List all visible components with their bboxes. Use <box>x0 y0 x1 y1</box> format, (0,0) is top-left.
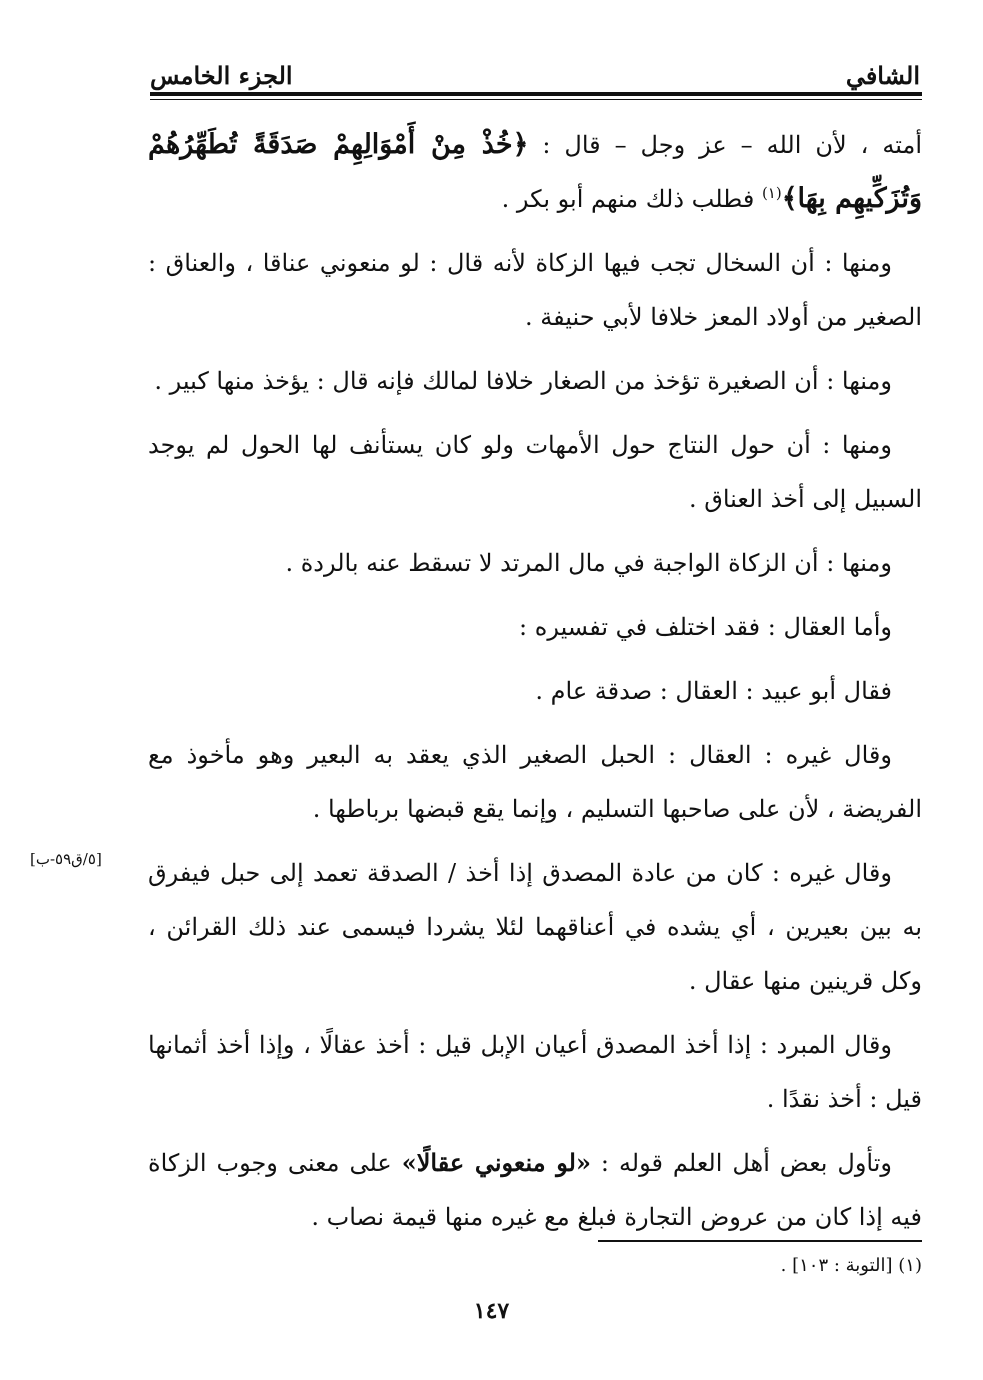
paragraph: وقال غيره : العقال : الحبل الصغير الذي يعقد به البعير وهو مأخوذ مع الفريضة ، لأن على صاحبها التسليم ، وإنما يقع قبضها برباطها . <box>148 741 922 823</box>
paragraph <box>148 1136 922 1244</box>
paragraph: وقال غيره : كان من عادة المصدق إذا أخذ / الصدقة تعمد إلى حبل فيفرق به بين بعيرين ، أي يشده في أعناقهما لئلا يشردا فيسمى عند ذلك القرائن ، وكل قرينين منها عقال . <box>148 859 922 995</box>
book-title: الشافي <box>845 61 920 90</box>
hadith-quote: «لو منعوني عقالًا» <box>401 1148 591 1177</box>
footnote-rule <box>598 1240 922 1242</box>
page-number: ١٤٧ <box>473 1298 510 1324</box>
quran-verse: ﴿خُذْ مِنْ أَمْوَالِهِمْ صَدَقَةً تُطَهِّرُهُمْ وَتُزَكِّيهِم بِهَا﴾ <box>148 129 922 214</box>
paragraph: ومنها : أن الزكاة الواجبة في مال المرتد لا تسقط عنه بالردة . <box>285 549 892 577</box>
running-header <box>150 50 920 90</box>
header-rule-thick <box>150 92 922 96</box>
paragraph-text: أمته ، لأن الله – عز وجل – قال : <box>528 131 922 159</box>
manuscript-folio-note: [٥/ق٥٩-ب] <box>30 850 102 868</box>
paragraph <box>148 118 922 226</box>
volume-label: الجزء الخامس <box>150 61 293 90</box>
paragraph-text: على معنى وجوب الزكاة فيه إذا كان من عروض التجارة فبلغ مع غيره منها قيمة نصاب . <box>148 1149 922 1231</box>
paragraph: وقال المبرد : إذا أخذ المصدق أعيان الإبل قيل : أخذ عقالًا ، وإذا أخذ أثمانها قيل : أخذ نقدًا . <box>148 1031 922 1113</box>
paragraph-text: فطلب ذلك منهم أبو بكر . <box>501 185 762 213</box>
paragraph: فقال أبو عبيد : العقال : صدقة عام . <box>535 677 892 705</box>
header-rule-thin <box>150 99 922 100</box>
paragraph: ومنها : أن حول النتاج حول الأمهات ولو كان يستأنف لها الحول لم يوجد السبيل إلى أخذ العناق . <box>148 431 922 513</box>
footnote-marker: (١) <box>761 184 782 202</box>
paragraph: ومنها : أن السخال تجب فيها الزكاة لأنه قال : لو منعوني عناقا ، والعناق : الصغير من أولاد المعز خلافا لأبي حنيفة . <box>148 249 922 331</box>
footnote: (١) [التوبة : ١٠٣] . <box>780 1255 922 1276</box>
paragraph-text: وتأول بعض أهل العلم قوله : <box>590 1149 893 1177</box>
body-text <box>148 118 922 1254</box>
paragraph: وأما العقال : فقد اختلف في تفسيره : <box>519 613 892 641</box>
paragraph: ومنها : أن الصغيرة تؤخذ من الصغار خلافا لمالك فإنه قال : يؤخذ منها كبير . <box>154 367 892 395</box>
